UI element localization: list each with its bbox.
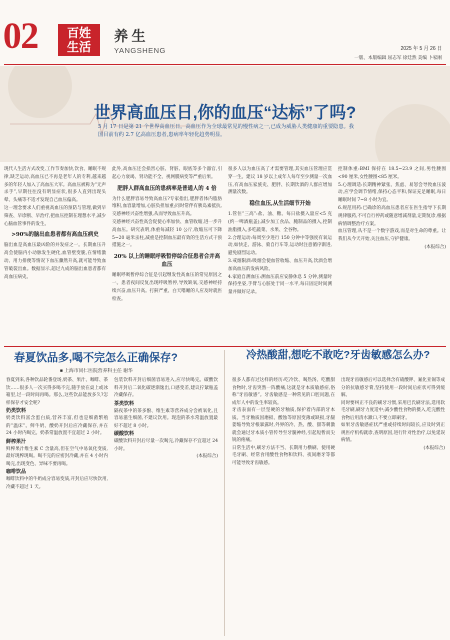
article2-author: ■ 上海市同仁医院营养科主任 谢华 bbox=[60, 369, 133, 374]
paragraph: 碳酸饮料开封后尽量一次喝完,冷藏保存不宜超过 24 小时。 bbox=[114, 439, 218, 452]
subheading: 肥胖人群高血压的患病率是普通人的 4 倍 bbox=[117, 185, 217, 192]
article3-col1 bbox=[232, 377, 335, 635]
paragraph: 为什么肥胖容易导致高血压?专家指出,肥胖者体内脂肪堆积,血容量增加,心脏负担加重;同时常伴有胰岛素抵抗,交感神经兴奋性增强,从而导致血压升高。 bbox=[112, 196, 222, 218]
section-divider bbox=[4, 346, 446, 347]
paragraph: 如果牙齿敏感症状严重或持续时间较长,应及时到正规医疗机构就诊,查明原因,进行针对性治疗,以免延误病情。 bbox=[341, 423, 445, 443]
section-title-pinyin: YANGSHENG bbox=[114, 46, 166, 55]
paragraph: 现代人生活方式改变,工作节奏加快,饮食、睡眠不规律,缺乏运动,高血压已不再是老年人的专利,越来越多的年轻人加入了高血压大军。高血压被称为“无声杀手”,早期往往没有明显症状,很多人直到出现头晕、头痛等不适才发现自己血压偏高。 bbox=[4, 167, 106, 204]
paragraph: 春夏到来,各种饮品轮番登场,奶茶、果汁、咖啡、茶饮……很多人一次买得多喝不完,随手放在桌上或冰箱里,过一段时间再喝。那么,这些饮品能放多久?怎样保存才安全呢? bbox=[6, 378, 108, 406]
paragraph: 控制体重:BMI 保持在 18.5~23.9 之间,男性腰围<90 厘米,女性腰围<85 厘米。 bbox=[338, 167, 446, 180]
paragraph: 很多人都有过这样的经历:吃冷饮、喝热汤、吃酸甜食物时,牙齿突然一阵酸痛,这就是牙本质敏感症,俗称“牙齿敏感”。牙齿敏感是一种常见的口腔问题,在成年人中的发生率较高。 bbox=[232, 378, 335, 406]
paragraph: 3.戒烟限酒:吸烟会使血管收缩、血压升高,饮酒会增加高血压的发病风险。 bbox=[228, 258, 332, 272]
paragraph: 日常生活中,刷牙方法不当、长期用力横刷、使用硬毛牙刷、经常食用酸性食物和饮料、夜间磨牙等都可能导致牙齿敏感。 bbox=[232, 445, 335, 466]
article3-headline: 冷热酸甜,想吃不敢吃?牙齿敏感怎么办? bbox=[246, 349, 430, 361]
byline: (本报综合) bbox=[423, 445, 445, 451]
subheading: 鲜榨果汁 bbox=[6, 438, 27, 445]
section-badge-line1: 百姓 bbox=[66, 26, 91, 40]
paragraph: 牙齿表面有一层坚硬的牙釉质,保护着内部的牙本质。当牙釉质因磨损、酸蚀等原因变薄或缺损,牙龈萎缩导致牙根暴露时,外界的冷、热、酸、甜等刺激就会通过牙本质小管传导至牙髓神经,引起短暂而尖锐的疼痛。 bbox=[232, 408, 335, 443]
paragraph: 这一理念要求人们重视高血压的预防与管理,做到早筛查、早诊断、早治疗,把血压控制在理想水平,减少心脑血管事件的发生。 bbox=[4, 205, 106, 227]
paragraph: 奶类饮料富含蛋白质,营养丰富,但也是细菌繁殖的“温床”。鲜牛奶、酸奶开封后应冷藏保存,并在 24 小时内喝完。奶茶常温放置不宜超过 2 小时。 bbox=[6, 416, 108, 436]
paragraph: 此外,高血压还会损害心脏、肾脏、眼底等多个器官,引起心力衰竭、肾功能不全、视网膜病变等严重后果。 bbox=[112, 167, 222, 180]
paragraph: 鲜榨果汁维生素 C 含量高,但在空气中易氧化变质,最好现榨现喝。喝不完的应密封冷藏,并在 4 小时内喝完,出现变色、异味不要再喝。 bbox=[6, 446, 108, 467]
paragraph: 6.规范用药:已确诊的高血压患者应在医生指导下长期规律服药,不可自行停药或随意增减剂量,定期复诊,根据病情调整治疗方案。 bbox=[338, 205, 446, 227]
paragraph: 2.合理运动:每周至少进行 150 分钟中等强度有氧运动,如快走、游泳、骑自行车等,运动时注意循序渐进,避免剧烈运动。 bbox=[228, 235, 332, 257]
paragraph: 隔夜茶中的茶多酚、维生素等营养成分会被氧化,且容易滋生细菌,不建议饮用。现泡的茶水常温放置最好不超过 8 小时。 bbox=[114, 408, 218, 429]
article2-col2 bbox=[114, 377, 218, 635]
article2-col1 bbox=[6, 377, 108, 635]
paragraph: 血压管理,从不是一个数字游戏,而是对生命的尊重。让我们从今天开始,关注血压,守护健康。 bbox=[338, 229, 446, 243]
subheading: 稳住血压,从生活细节开始 bbox=[249, 201, 311, 208]
column-divider bbox=[224, 350, 225, 636]
subheading: 碳酸饮料 bbox=[114, 431, 135, 437]
article1 bbox=[4, 166, 446, 344]
byline: (本报综合) bbox=[424, 244, 446, 250]
page-number: 02 bbox=[3, 16, 38, 57]
subheading: 20% 以上的睡眠呼吸暂停综合征患者合并高血压 bbox=[113, 254, 221, 269]
article1-col3 bbox=[228, 166, 332, 344]
hero-headline: 世界高血压日,你的血压“达标”了吗? bbox=[93, 104, 357, 122]
article2-headline: 春夏饮品多,喝不完怎么正确保存? bbox=[14, 352, 178, 364]
article3-col2 bbox=[341, 377, 445, 635]
header-rule bbox=[4, 64, 446, 65]
section-title: 养 生 bbox=[114, 30, 146, 45]
paragraph: 5.心理调适:长期精神紧张、焦虑、易怒会导致血压波动,应学会调节情绪,保持心态平和,保证充足睡眠,每日睡眠时间 7~8 小时为宜。 bbox=[338, 182, 446, 204]
subheading: 咖啡饮品 bbox=[6, 469, 27, 475]
subheading: 茶类饮料 bbox=[114, 400, 135, 407]
paragraph: 4.家庭自测血压:测血压前应安静休息 5 分钟,测量时保持坐姿,手臂与心脏处于同一水平,每日固定时间测量并做好记录。 bbox=[228, 274, 332, 296]
paragraph: 1.管住“三高”:盐、油、糖。每日盐摄入量应<5 克(约一啤酒瓶盖),减少加工食品、腌制品的摄入,控制油脂摄入,多吃蔬菜、水果、全谷物。 bbox=[228, 212, 332, 233]
paragraph: 很多人以为血压高了才需要管理,其实血压管理应贯穿一生。建议 18 岁以上成年人每年至少测量一次血压,有高血压家族史、肥胖、长期饮酒的人群应增加测量次数。 bbox=[228, 167, 332, 196]
byline: (本报综合) bbox=[196, 454, 218, 459]
article1-col1 bbox=[4, 166, 106, 344]
paragraph: 同时要纠正不良的刷牙习惯,采用巴氏刷牙法,选用软毛牙刷,刷牙力度适中;减少酸性食物的摄入,吃完酸性食物后用清水漱口,不要立即刷牙。 bbox=[341, 400, 445, 421]
paragraph: 睡眠呼吸暂停综合征是引起继发性高血压的常见原因之一。患者夜间反复出现呼吸暂停,导致缺氧,交感神经持续兴奋,血压升高。打鼾严重、白天嗜睡的人应及时就医检查。 bbox=[112, 273, 222, 302]
paragraph: 脑出血是高血压最凶险的并发症之一。长期血压升高会使脑内小动脉发生硬化,血管壁变脆,在情绪激动、用力排便等情况下血压骤然升高,就可能导致血管破裂出血。数据显示,超过九成的脑出血患者都有高血压病史。 bbox=[4, 243, 106, 280]
paragraph: 包装饮料开封后细菌容易进入,应尽快喝完。碳酸饮料开封后二氧化碳逐渐逸出,口感变差,建议拧紧瓶盖冷藏保存。 bbox=[114, 378, 218, 398]
date: 2025 年 5 月 26 日 bbox=[400, 46, 442, 52]
article1-col4 bbox=[338, 166, 446, 344]
paragraph: 交感神经兴奋性高会促使心率加快、血管收缩,进一步升高血压。研究表明,体重每减轻 10 公斤,收缩压可下降 5~20 毫米汞柱,减重是控制血压最有效的生活方式干预措施之一。 bbox=[112, 219, 222, 249]
subheading: 奶类饮料 bbox=[6, 408, 27, 414]
hero-lead: 5 月 17 日是第 21 个世界高血压日。高血压作为全球最常见的慢性病之一,已成为威胁人类健康的重要隐患。我国目前有约 2.7 亿高血压患者,患病率年轻化趋势明显。 bbox=[98, 124, 354, 138]
section-badge bbox=[58, 24, 100, 56]
paragraph: 咖啡饮料中的牛奶成分容易变质,开封后应尽快饮用,冷藏不超过 1 天。 bbox=[6, 477, 108, 490]
article1-col2 bbox=[112, 166, 222, 344]
paragraph: 出现牙齿敏感后可以选择含有硝酸钾、氟化亚锡等成分的抗敏感牙膏,坚持使用一段时间后症状可得到缓解。 bbox=[341, 378, 445, 398]
section-badge-line2: 生活 bbox=[66, 40, 91, 54]
subheading: >90%的脑出血患者都有高血压病史 bbox=[11, 232, 99, 239]
credits: 一版、本版编辑 屈志军 徐廷然 美编 卜家刚 bbox=[354, 55, 442, 60]
